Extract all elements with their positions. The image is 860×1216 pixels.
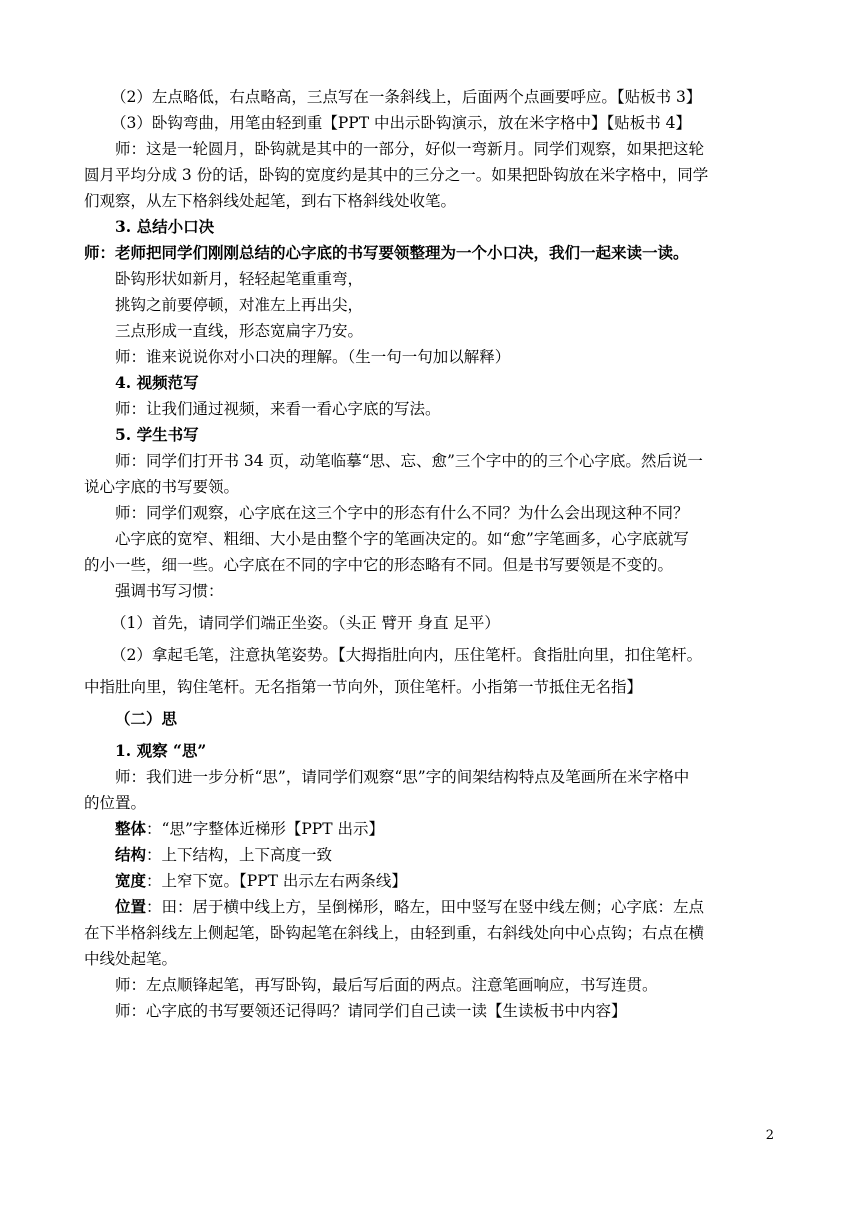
paragraph: 强调书写习惯： [115,582,224,600]
section-heading: 5. 学生书写 [115,425,199,444]
verse-line: 三点形成一直线，形态宽扁字乃安。 [115,322,364,340]
page-number: 2 [765,1128,774,1143]
term-label: 宽度 [115,871,147,890]
term-text: ：“思”字整体近梯形【PPT 出示】 [146,820,384,838]
section-heading: 1. 观察 “思” [115,741,207,760]
section-heading: （二）思 [115,709,178,728]
paragraph: 心字底的宽窄、粗细、大小是由整个字的笔画决定的。如“愈”字笔画多，心字底就写 [115,530,689,548]
paragraph: 师：心字底的书写要领还记得吗？请同学们自己读一读【生读板书中内容】 [115,1002,627,1020]
paragraph [84,868,784,894]
section-heading: 3. 总结小口决 [115,217,215,236]
term-text: ：上下结构，上下高度一致 [146,846,333,864]
paragraph: 的位置。 [84,794,147,812]
paragraph: 师：我们进一步分析“思”，请同学们观察“思”字的间架结构特点及笔画所在米字格中 [115,768,690,786]
section-heading: 4. 视频范写 [115,373,199,392]
paragraph: 师：让我们通过视频，来看一看心字底的写法。 [115,400,441,418]
paragraph: 中线处起笔。 [84,950,178,968]
paragraph: 师：这是一轮圆月，卧钩就是其中的一部分，好似一弯新月。同学们观察，如果把这轮 [115,140,705,158]
term-label: 整体 [115,819,147,838]
paragraph: 师：左点顺锋起笔，再写卧钩，最后写后面的两点。注意笔画响应，书写连贯。 [115,976,658,994]
paragraph: 在下半格斜线左上侧起笔，卧钩起笔在斜线上，由轻到重，右斜线处向中心点钩；右点在横 [84,924,705,942]
term-label: 结构 [115,845,147,864]
paragraph: （2）左点略低，右点略高，三点写在一条斜线上，后面两个点画要呼应。【贴板书 3】 [111,88,702,106]
paragraph [84,894,784,920]
paragraph: 们观察，从左下格斜线处起笔，到右下格斜线处收笔。 [84,192,457,210]
paragraph: 师：同学们打开书 34 页，动笔临摹“思、忘、愈”三个字中的的三个心字底。然后说一 [115,452,703,470]
term-label: 位置 [115,897,147,916]
term-text: ：上窄下宽。【PPT 出示左右两条线】 [146,872,407,890]
paragraph: 师：老师把同学们刚刚总结的心字底的书写要领整理为一个小口决，我们一起来读一读。 [84,243,689,262]
paragraph: 说心字底的书写要领。 [84,478,240,496]
paragraph [84,842,784,868]
page-body [84,84,784,1024]
paragraph: 师：同学们观察，心字底在这三个字中的形态有什么不同？为什么会出现这种不同？ [115,504,689,522]
verse-line: 挑钩之前要停顿，对准左上再出尖， [115,296,364,314]
paragraph: 师：谁来说说你对小口决的理解。（生一句一句加以解释） [115,348,511,366]
term-text: ：田：居于横中线上方，呈倒梯形，略左，田中竖写在竖中线左侧；心字底：左点 [146,898,705,916]
paragraph: 中指肚向里，钩住笔杆。无名指第一节向外，顶住笔杆。小指第一节抵住无名指】 [84,678,643,696]
verse-line: 卧钩形状如新月，轻轻起笔重重弯， [115,270,364,288]
paragraph: （3）卧钩弯曲，用笔由轻到重【PPT 中出示卧钩演示，放在米字格中】【贴板书 4】 [111,114,692,132]
paragraph [84,816,784,842]
paragraph: （2）拿起毛笔，注意执笔姿势。【大拇指肚向内，压住笔杆。食指肚向里，扣住笔杆。 [111,646,703,664]
paragraph: 的小一些，细一些。心字底在不同的字中它的形态略有不同。但是书写要领是不变的。 [84,556,674,574]
paragraph: 圆月平均分成 3 份的话，卧钩的宽度约是其中的三分之一。如果把卧钩放在米字格中，同学 [84,166,709,184]
paragraph: （1）首先，请同学们端正坐姿。（头正 臂开 身直 足平） [111,614,500,632]
